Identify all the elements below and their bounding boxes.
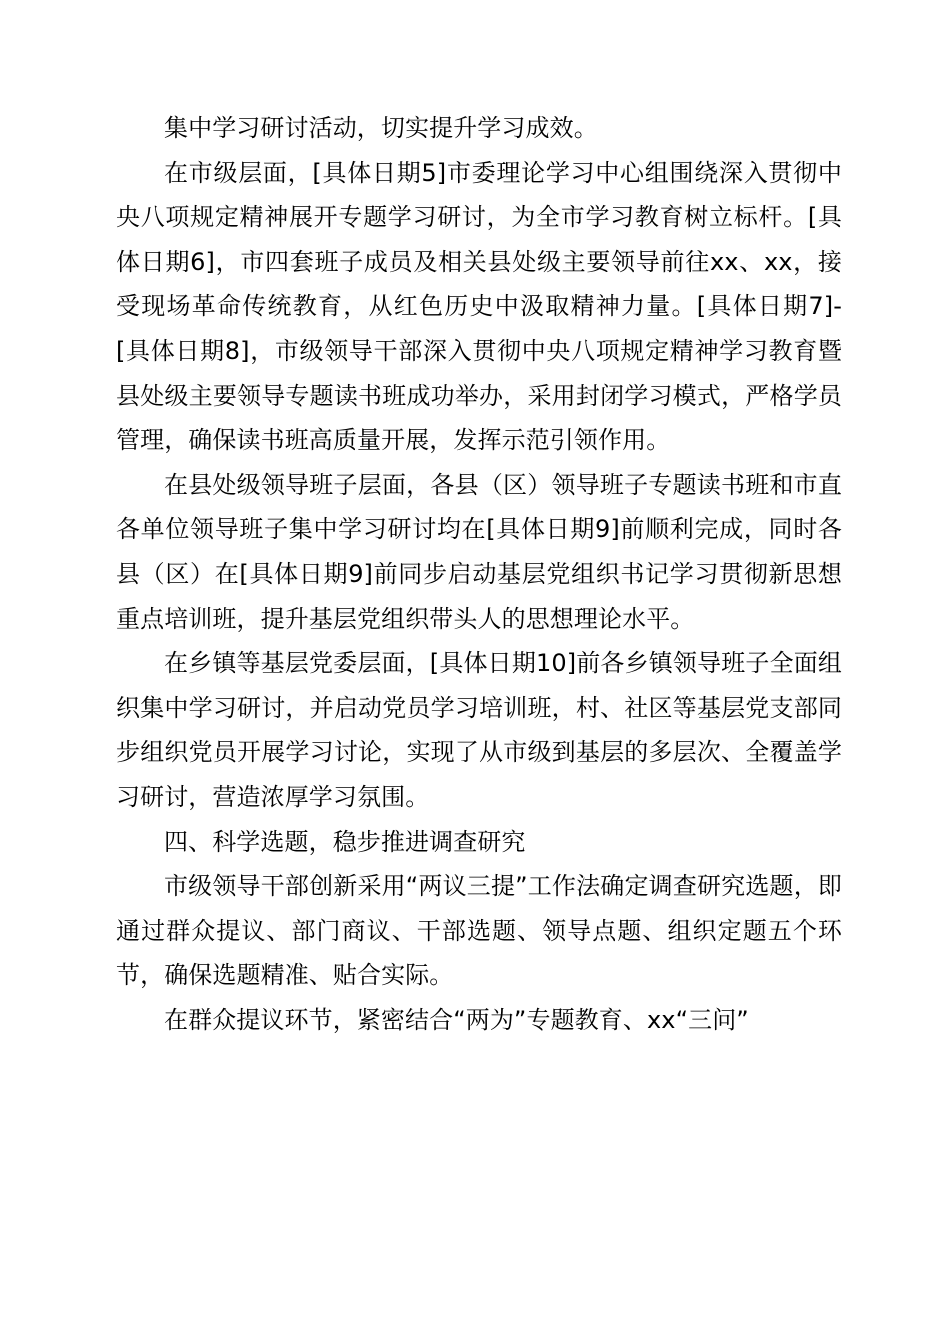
paragraph-city-level: 在市级层面，[具体日期5]市委理论学习中心组围绕深入贯彻中央八项规定精神展开专题学习研讨，为全市学习教育树立标杆。[具体日期6]，市四套班子成员及相关县处级主要领导前往xx、xx，接受现场革命传统教育，从红色历史中汲取精神力量。[具体日期7]-[具体日期8]，市级领导干部深入贯彻中央八项规定精神学习教育暨县处级主要领导专题读书班成功举办，采用封闭学习模式，严格学员管理，确保读书班高质量开展，发挥示范引领作用。 (116, 158, 842, 455)
paragraph-public-suggestion: 在群众提议环节，紧密结合“两为”专题教育、xx“三问” (164, 1005, 749, 1034)
paragraph-township-level: 在乡镇等基层党委层面，[具体日期10]前各乡镇领导班子全面组织集中学习研讨，并启动党员学习培训班，村、社区等基层党支部同步组织党员开展学习讨论，实现了从市级到基层的多层次、全覆盖学习研讨，营造浓厚学习氛围。 (116, 649, 842, 811)
paragraph-topic-selection: 市级领导干部创新采用“两议三提”工作法确定调查研究选题，即通过群众提议、部门商议、干部选题、领导点题、组织定题五个环节，确保选题精准、贴合实际。 (116, 872, 842, 990)
paragraph-continuation: 集中学习研讨活动，切实提升学习成效。 (164, 114, 598, 142)
document-body (116, 106, 842, 1042)
section-heading: 四、科学选题，稳步推进调查研究 (164, 827, 526, 856)
paragraph-county-level: 在县处级领导班子层面，各县（区）领导班子专题读书班和市直各单位领导班子集中学习研讨均在[具体日期9]前顺利完成，同时各县（区）在[具体日期9]前同步启动基层党组织书记学习贯彻新思想重点培训班，提升基层党组织带头人的思想理论水平。 (116, 470, 842, 633)
